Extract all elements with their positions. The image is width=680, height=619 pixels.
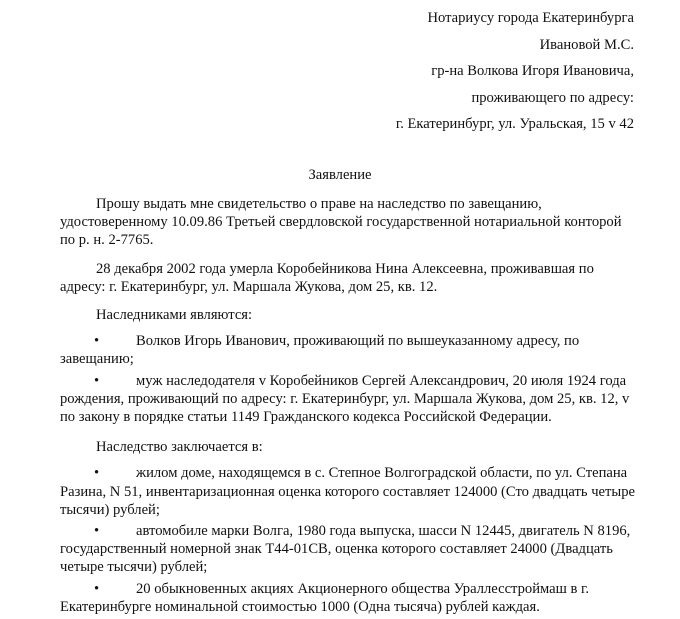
estate-text: жилом доме, находящемся в с. Степное Волгоградской области, по ул. Степана Разина, N 51, инвентаризационная оценка которого составляет 124000 (Сто двадцать четыре тысячи) рублей; (60, 465, 635, 518)
bullet-icon: • (94, 523, 100, 540)
heirs-heading: Наследниками являются: (96, 307, 253, 324)
heir-text: муж наследодателя v Коробейников Сергей Александрович, 20 июля 1924 года рождения, проживающий по адресу: г. Екатеринбург, ул. Маршала Жукова, дом 25, кв. 12, v по закону в порядке статьи 1149 Гражданского кодекса Российской Федерации. (60, 372, 630, 426)
document-title: Заявление (308, 167, 372, 183)
death-notice-paragraph: 28 декабря 2002 года умерла Коробейникова Нина Алексеевна, проживавшая по адресу: г. Екатеринбург, ул. Маршала Жукова, дом 25, кв. 12. (60, 260, 594, 295)
estate-item (60, 580, 636, 616)
estate-text: автомобиле марки Волга, 1980 года выпуска, шасси N 12445, двигатель N 8196, государственный номерной знак Т44-01СВ, оценка которого составляет 24000 (Двадцать четыре тысячи) рублей; (60, 523, 631, 576)
estate-item (60, 464, 636, 519)
estate-heading: Наследство заключается в: (96, 439, 263, 456)
bullet-icon: • (94, 580, 100, 597)
document-body (60, 195, 636, 619)
bullet-icon: • (94, 333, 100, 350)
estate-text: 20 обыкновенных акциях Акционерного общества Ураллесстроймаш в г. Екатеринбурге номинальной стоимостью 1000 (Одна тысяча) рублей каждая. (60, 580, 590, 615)
applicant-name: гр-на Волкова Игоря Ивановича, (431, 63, 634, 79)
estate-item (60, 522, 636, 577)
bullet-icon: • (94, 465, 100, 482)
applicant-address: г. Екатеринбург, ул. Уральская, 15 v 42 (395, 116, 634, 132)
bullet-icon: • (94, 372, 100, 389)
addressee-notary: Нотариусу города Екатеринбурга (427, 10, 634, 26)
heir-text: Волков Игорь Иванович, проживающий по вышеуказанному адресу, по завещанию; (60, 333, 580, 368)
applicant-address-label: проживающего по адресу: (471, 89, 634, 106)
addressee-block (396, 5, 634, 138)
request-paragraph: Прошу выдать мне свидетельство о праве на наследство по завещанию, удостоверенному 10.09.86 Третьей свердловской государственной нотариальной конторой по р. н. 2-7765. (60, 196, 622, 249)
addressee-notary-name: Ивановой М.С. (539, 36, 634, 53)
heir-item (60, 332, 636, 368)
heir-item (60, 372, 636, 427)
